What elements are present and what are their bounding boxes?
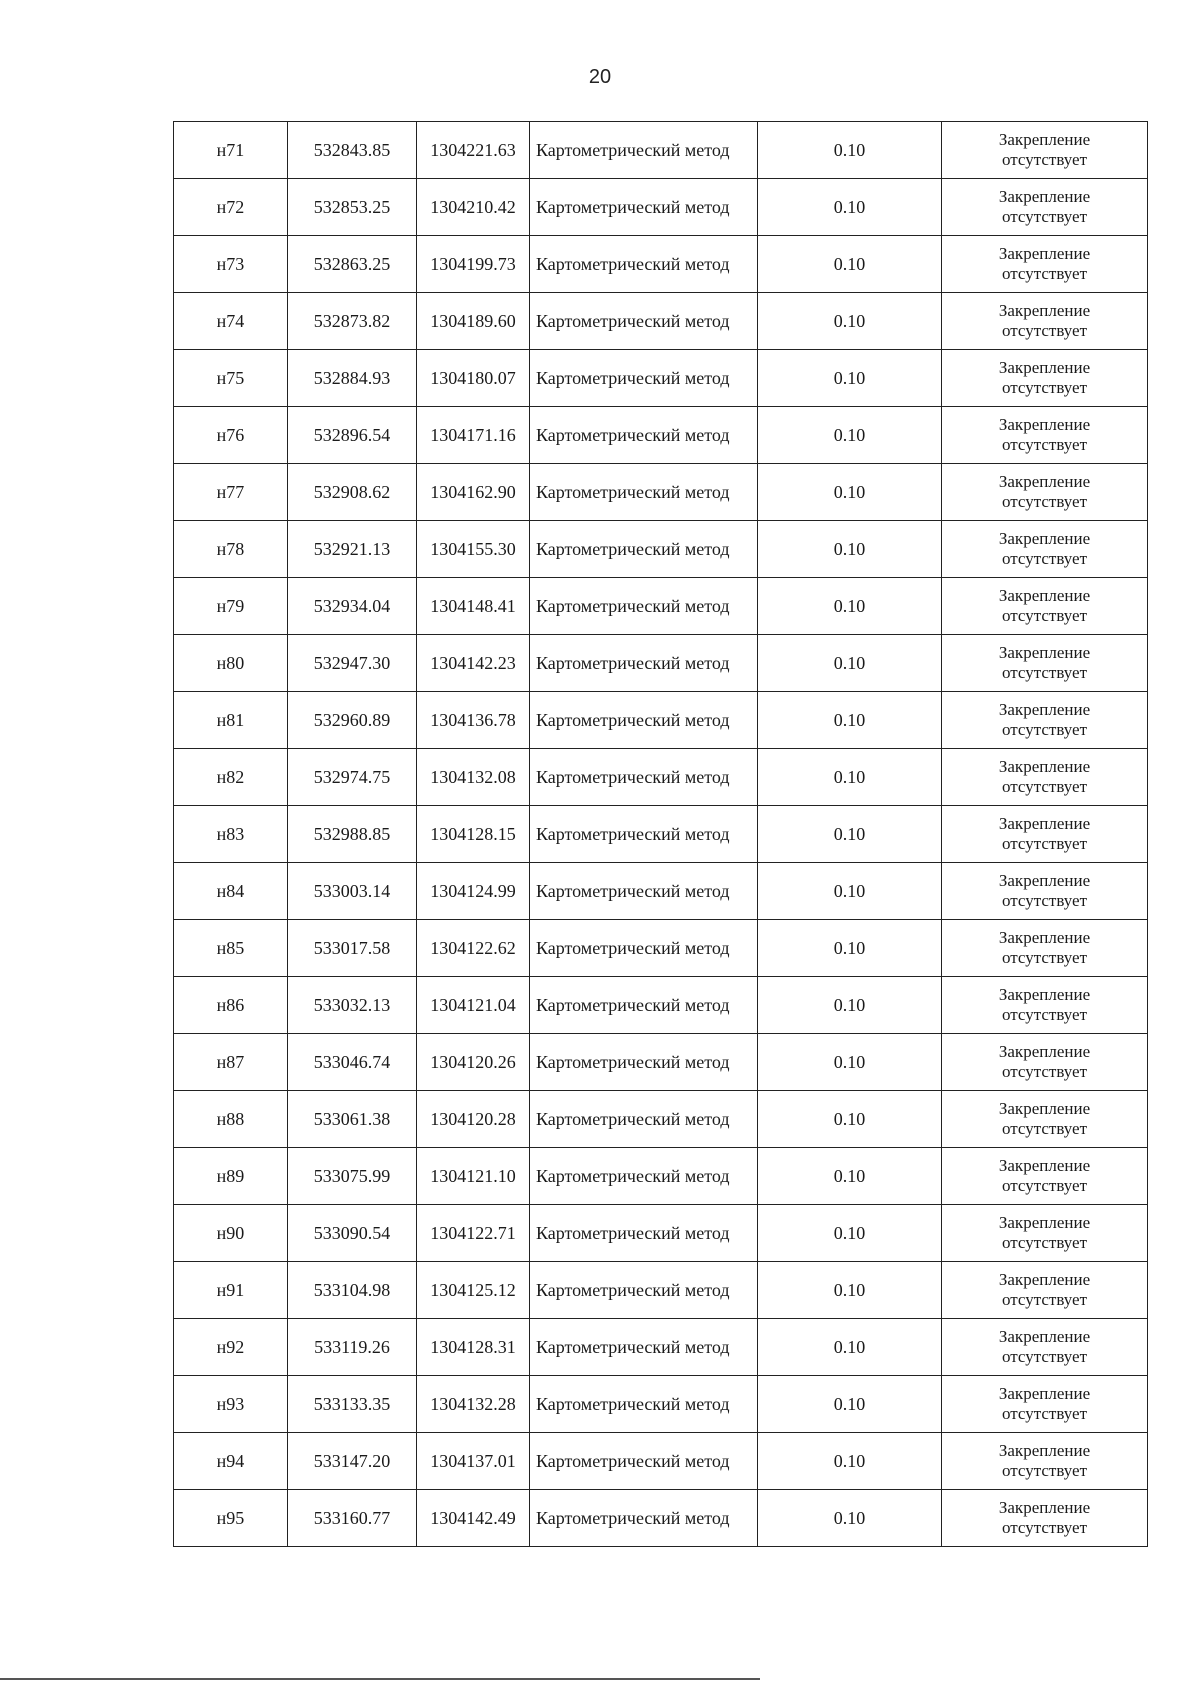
x-coordinate-cell: 533032.13 — [288, 977, 417, 1034]
table-row — [174, 635, 1148, 692]
y-coordinate-cell: 1304210.42 — [417, 179, 530, 236]
x-coordinate-cell: 532853.25 — [288, 179, 417, 236]
y-coordinate-cell: 1304120.28 — [417, 1091, 530, 1148]
method-cell: Картометрический метод — [530, 749, 758, 806]
fixation-line-1: Закрепление — [998, 586, 1091, 605]
x-coordinate-cell: 532884.93 — [288, 350, 417, 407]
fixation-cell — [942, 1376, 1148, 1433]
method-cell: Картометрический метод — [530, 122, 758, 179]
fixation-line-1: Закрепление — [998, 1042, 1091, 1061]
point-id-cell: н90 — [174, 1205, 288, 1262]
table-row — [174, 1490, 1148, 1547]
fixation-cell — [942, 521, 1148, 578]
fixation-line-2: отсутствует — [1001, 321, 1088, 340]
point-id-cell: н73 — [174, 236, 288, 293]
fixation-line-1: Закрепление — [998, 472, 1091, 491]
table-row — [174, 1205, 1148, 1262]
point-id-cell: н74 — [174, 293, 288, 350]
fixation-cell — [942, 1262, 1148, 1319]
fixation-line-2: отсутствует — [1001, 1404, 1088, 1423]
accuracy-cell: 0.10 — [758, 635, 942, 692]
method-cell: Картометрический метод — [530, 692, 758, 749]
method-cell: Картометрический метод — [530, 350, 758, 407]
y-coordinate-cell: 1304132.28 — [417, 1376, 530, 1433]
point-id-cell: н72 — [174, 179, 288, 236]
accuracy-cell: 0.10 — [758, 1376, 942, 1433]
table-row — [174, 293, 1148, 350]
fixation-line-1: Закрепление — [998, 187, 1091, 206]
fixation-line-1: Закрепление — [998, 1213, 1091, 1232]
accuracy-cell: 0.10 — [758, 1319, 942, 1376]
method-cell: Картометрический метод — [530, 1034, 758, 1091]
table-row — [174, 179, 1148, 236]
table-row — [174, 977, 1148, 1034]
fixation-line-2: отсутствует — [1001, 549, 1088, 568]
x-coordinate-cell: 533046.74 — [288, 1034, 417, 1091]
table-row — [174, 692, 1148, 749]
fixation-line-2: отсутствует — [1001, 1005, 1088, 1024]
method-cell: Картометрический метод — [530, 1205, 758, 1262]
coordinates-table — [173, 121, 1148, 1547]
y-coordinate-cell: 1304122.71 — [417, 1205, 530, 1262]
table-row — [174, 521, 1148, 578]
point-id-cell: н86 — [174, 977, 288, 1034]
table-row — [174, 1091, 1148, 1148]
fixation-line-1: Закрепление — [998, 643, 1091, 662]
fixation-line-2: отсутствует — [1001, 207, 1088, 226]
y-coordinate-cell: 1304128.31 — [417, 1319, 530, 1376]
point-id-cell: н82 — [174, 749, 288, 806]
y-coordinate-cell: 1304122.62 — [417, 920, 530, 977]
fixation-line-1: Закрепление — [998, 1441, 1091, 1460]
y-coordinate-cell: 1304142.49 — [417, 1490, 530, 1547]
y-coordinate-cell: 1304120.26 — [417, 1034, 530, 1091]
x-coordinate-cell: 533003.14 — [288, 863, 417, 920]
x-coordinate-cell: 533147.20 — [288, 1433, 417, 1490]
fixation-cell — [942, 1091, 1148, 1148]
point-id-cell: н76 — [174, 407, 288, 464]
y-coordinate-cell: 1304142.23 — [417, 635, 530, 692]
accuracy-cell: 0.10 — [758, 122, 942, 179]
fixation-cell — [942, 578, 1148, 635]
fixation-cell — [942, 749, 1148, 806]
y-coordinate-cell: 1304125.12 — [417, 1262, 530, 1319]
method-cell: Картометрический метод — [530, 179, 758, 236]
point-id-cell: н93 — [174, 1376, 288, 1433]
x-coordinate-cell: 532921.13 — [288, 521, 417, 578]
table-row — [174, 749, 1148, 806]
method-cell: Картометрический метод — [530, 1091, 758, 1148]
fixation-line-2: отсутствует — [1001, 720, 1088, 739]
fixation-cell — [942, 635, 1148, 692]
point-id-cell: н85 — [174, 920, 288, 977]
x-coordinate-cell: 532896.54 — [288, 407, 417, 464]
fixation-line-1: Закрепление — [998, 301, 1091, 320]
point-id-cell: н84 — [174, 863, 288, 920]
fixation-line-2: отсутствует — [1001, 1176, 1088, 1195]
method-cell: Картометрический метод — [530, 1490, 758, 1547]
fixation-line-2: отсутствует — [1001, 891, 1088, 910]
fixation-line-2: отсутствует — [1001, 150, 1088, 169]
accuracy-cell: 0.10 — [758, 920, 942, 977]
x-coordinate-cell: 532843.85 — [288, 122, 417, 179]
fixation-line-2: отсутствует — [1001, 834, 1088, 853]
y-coordinate-cell: 1304132.08 — [417, 749, 530, 806]
x-coordinate-cell: 532947.30 — [288, 635, 417, 692]
accuracy-cell: 0.10 — [758, 236, 942, 293]
y-coordinate-cell: 1304124.99 — [417, 863, 530, 920]
method-cell: Картометрический метод — [530, 635, 758, 692]
point-id-cell: н77 — [174, 464, 288, 521]
x-coordinate-cell: 533090.54 — [288, 1205, 417, 1262]
fixation-line-1: Закрепление — [998, 415, 1091, 434]
table-row — [174, 1376, 1148, 1433]
table-row — [174, 1034, 1148, 1091]
fixation-line-1: Закрепление — [998, 985, 1091, 1004]
fixation-cell — [942, 464, 1148, 521]
fixation-cell — [942, 977, 1148, 1034]
method-cell: Картометрический метод — [530, 1319, 758, 1376]
accuracy-cell: 0.10 — [758, 1091, 942, 1148]
point-id-cell: н75 — [174, 350, 288, 407]
accuracy-cell: 0.10 — [758, 977, 942, 1034]
method-cell: Картометрический метод — [530, 578, 758, 635]
y-coordinate-cell: 1304121.10 — [417, 1148, 530, 1205]
accuracy-cell: 0.10 — [758, 1262, 942, 1319]
fixation-cell — [942, 1319, 1148, 1376]
accuracy-cell: 0.10 — [758, 749, 942, 806]
x-coordinate-cell: 532974.75 — [288, 749, 417, 806]
fixation-cell — [942, 806, 1148, 863]
table-row — [174, 1262, 1148, 1319]
page-number: 20 — [588, 66, 612, 88]
fixation-line-2: отсутствует — [1001, 492, 1088, 511]
method-cell: Картометрический метод — [530, 1262, 758, 1319]
x-coordinate-cell: 532908.62 — [288, 464, 417, 521]
accuracy-cell: 0.10 — [758, 1433, 942, 1490]
table-row — [174, 122, 1148, 179]
table-row — [174, 1148, 1148, 1205]
x-coordinate-cell: 532873.82 — [288, 293, 417, 350]
method-cell: Картометрический метод — [530, 863, 758, 920]
table-row — [174, 863, 1148, 920]
point-id-cell: н79 — [174, 578, 288, 635]
method-cell: Картометрический метод — [530, 1376, 758, 1433]
method-cell: Картометрический метод — [530, 1433, 758, 1490]
y-coordinate-cell: 1304221.63 — [417, 122, 530, 179]
accuracy-cell: 0.10 — [758, 863, 942, 920]
x-coordinate-cell: 533133.35 — [288, 1376, 417, 1433]
x-coordinate-cell: 533017.58 — [288, 920, 417, 977]
point-id-cell: н92 — [174, 1319, 288, 1376]
table-row — [174, 1433, 1148, 1490]
accuracy-cell: 0.10 — [758, 1034, 942, 1091]
point-id-cell: н81 — [174, 692, 288, 749]
fixation-cell — [942, 1490, 1148, 1547]
y-coordinate-cell: 1304189.60 — [417, 293, 530, 350]
accuracy-cell: 0.10 — [758, 407, 942, 464]
fixation-line-2: отсутствует — [1001, 1518, 1088, 1537]
point-id-cell: н80 — [174, 635, 288, 692]
y-coordinate-cell: 1304137.01 — [417, 1433, 530, 1490]
fixation-cell — [942, 1148, 1148, 1205]
x-coordinate-cell: 532934.04 — [288, 578, 417, 635]
fixation-line-1: Закрепление — [998, 1270, 1091, 1289]
fixation-line-1: Закрепление — [998, 529, 1091, 548]
method-cell: Картометрический метод — [530, 1148, 758, 1205]
x-coordinate-cell: 533061.38 — [288, 1091, 417, 1148]
fixation-line-2: отсутствует — [1001, 1119, 1088, 1138]
point-id-cell: н89 — [174, 1148, 288, 1205]
fixation-cell — [942, 692, 1148, 749]
table-row — [174, 236, 1148, 293]
y-coordinate-cell: 1304128.15 — [417, 806, 530, 863]
method-cell: Картометрический метод — [530, 806, 758, 863]
fixation-line-2: отсутствует — [1001, 1347, 1088, 1366]
fixation-line-2: отсутствует — [1001, 663, 1088, 682]
fixation-line-2: отсутствует — [1001, 1233, 1088, 1252]
y-coordinate-cell: 1304171.16 — [417, 407, 530, 464]
accuracy-cell: 0.10 — [758, 350, 942, 407]
method-cell: Картометрический метод — [530, 464, 758, 521]
fixation-cell — [942, 920, 1148, 977]
y-coordinate-cell: 1304199.73 — [417, 236, 530, 293]
fixation-line-2: отсутствует — [1001, 264, 1088, 283]
table-row — [174, 1319, 1148, 1376]
fixation-line-1: Закрепление — [998, 1384, 1091, 1403]
x-coordinate-cell: 533075.99 — [288, 1148, 417, 1205]
fixation-cell — [942, 179, 1148, 236]
fixation-line-1: Закрепление — [998, 244, 1091, 263]
point-id-cell: н94 — [174, 1433, 288, 1490]
fixation-cell — [942, 1034, 1148, 1091]
accuracy-cell: 0.10 — [758, 806, 942, 863]
x-coordinate-cell: 532863.25 — [288, 236, 417, 293]
table-row — [174, 578, 1148, 635]
method-cell: Картометрический метод — [530, 920, 758, 977]
scan-edge-rule — [0, 1678, 760, 1680]
x-coordinate-cell: 532960.89 — [288, 692, 417, 749]
fixation-line-2: отсутствует — [1001, 1290, 1088, 1309]
method-cell: Картометрический метод — [530, 407, 758, 464]
accuracy-cell: 0.10 — [758, 1205, 942, 1262]
fixation-cell — [942, 293, 1148, 350]
y-coordinate-cell: 1304155.30 — [417, 521, 530, 578]
method-cell: Картометрический метод — [530, 293, 758, 350]
point-id-cell: н83 — [174, 806, 288, 863]
point-id-cell: н78 — [174, 521, 288, 578]
y-coordinate-cell: 1304121.04 — [417, 977, 530, 1034]
x-coordinate-cell: 532988.85 — [288, 806, 417, 863]
fixation-line-2: отсутствует — [1001, 948, 1088, 967]
table-row — [174, 350, 1148, 407]
fixation-line-1: Закрепление — [998, 871, 1091, 890]
fixation-line-2: отсутствует — [1001, 777, 1088, 796]
method-cell: Картометрический метод — [530, 521, 758, 578]
fixation-line-1: Закрепление — [998, 814, 1091, 833]
x-coordinate-cell: 533104.98 — [288, 1262, 417, 1319]
fixation-cell — [942, 1205, 1148, 1262]
point-id-cell: н88 — [174, 1091, 288, 1148]
y-coordinate-cell: 1304180.07 — [417, 350, 530, 407]
accuracy-cell: 0.10 — [758, 521, 942, 578]
coordinates-table-body — [174, 122, 1148, 1547]
accuracy-cell: 0.10 — [758, 464, 942, 521]
point-id-cell: н87 — [174, 1034, 288, 1091]
table-row — [174, 806, 1148, 863]
fixation-cell — [942, 1433, 1148, 1490]
point-id-cell: н95 — [174, 1490, 288, 1547]
x-coordinate-cell: 533119.26 — [288, 1319, 417, 1376]
y-coordinate-cell: 1304162.90 — [417, 464, 530, 521]
accuracy-cell: 0.10 — [758, 692, 942, 749]
fixation-line-2: отсутствует — [1001, 606, 1088, 625]
fixation-cell — [942, 122, 1148, 179]
accuracy-cell: 0.10 — [758, 293, 942, 350]
y-coordinate-cell: 1304148.41 — [417, 578, 530, 635]
fixation-line-1: Закрепление — [998, 1498, 1091, 1517]
table-row — [174, 407, 1148, 464]
fixation-line-1: Закрепление — [998, 1156, 1091, 1175]
fixation-cell — [942, 863, 1148, 920]
fixation-line-1: Закрепление — [998, 130, 1091, 149]
table-row — [174, 920, 1148, 977]
x-coordinate-cell: 533160.77 — [288, 1490, 417, 1547]
fixation-line-2: отсутствует — [1001, 435, 1088, 454]
method-cell: Картометрический метод — [530, 977, 758, 1034]
table-row — [174, 464, 1148, 521]
fixation-line-2: отсутствует — [1001, 1461, 1088, 1480]
fixation-cell — [942, 236, 1148, 293]
method-cell: Картометрический метод — [530, 236, 758, 293]
fixation-line-2: отсутствует — [1001, 1062, 1088, 1081]
point-id-cell: н91 — [174, 1262, 288, 1319]
accuracy-cell: 0.10 — [758, 578, 942, 635]
accuracy-cell: 0.10 — [758, 1148, 942, 1205]
fixation-line-1: Закрепление — [998, 757, 1091, 776]
accuracy-cell: 0.10 — [758, 1490, 942, 1547]
fixation-line-2: отсутствует — [1001, 378, 1088, 397]
fixation-line-1: Закрепление — [998, 700, 1091, 719]
fixation-cell — [942, 350, 1148, 407]
point-id-cell: н71 — [174, 122, 288, 179]
y-coordinate-cell: 1304136.78 — [417, 692, 530, 749]
fixation-cell — [942, 407, 1148, 464]
accuracy-cell: 0.10 — [758, 179, 942, 236]
fixation-line-1: Закрепление — [998, 928, 1091, 947]
fixation-line-1: Закрепление — [998, 358, 1091, 377]
fixation-line-1: Закрепление — [998, 1327, 1091, 1346]
fixation-line-1: Закрепление — [998, 1099, 1091, 1118]
